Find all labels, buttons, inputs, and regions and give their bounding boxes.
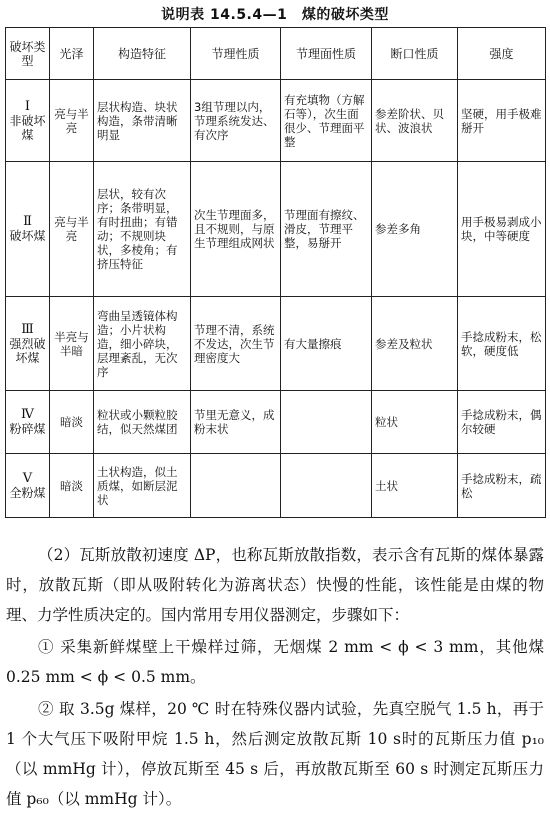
cell-joint: 节里无意义，成粉末状: [191, 391, 281, 454]
header-luster: 光泽: [50, 28, 94, 80]
type-name: 粉碎煤: [9, 422, 46, 436]
type-numeral: Ⅲ: [21, 321, 34, 337]
header-strength: 强度: [458, 28, 546, 80]
cell-luster: 亮与半亮: [50, 162, 94, 297]
cell-luster: 暗淡: [50, 454, 94, 518]
type-name: 破坏煤: [9, 229, 46, 243]
header-joint: 节理性质: [191, 28, 281, 80]
paragraph-step-2: ② 取 3.5g 煤样，20 ℃ 时在特殊仪器内试验，先真空脱气 1.5 h，再于 1 个大气压下吸附甲烷 1.5 h，然后测定放散瓦斯 10 s时的瓦斯压力值 p₁₀（以 mmHg 计），停放瓦斯至 45 s 后，再放散瓦斯至 60 s 时测定瓦斯压力值 p₆₀（以 mmHg 计）。: [6, 700, 544, 808]
cell-joint: [191, 454, 281, 518]
cell-structure: 粒状或小颗粒胶结，似天然煤团: [94, 391, 191, 454]
cell-strength: 坚硬，用手极难掰开: [458, 80, 546, 162]
cell-joint: 节理不清，系统不发达，次生节理密度大: [191, 297, 281, 391]
paragraph-step-1: ① 采集新鲜煤壁上干燥样过筛，无烟煤 2 mm < ϕ < 3 mm，其他煤 0.25 mm < ϕ < 0.5 mm。: [6, 638, 544, 686]
cell-fracture: 参差及粒状: [372, 297, 458, 391]
type-name: 全粉煤: [9, 485, 46, 500]
cell-joint: 次生节理面多，且不规则，与原生节理组成网状: [191, 162, 281, 297]
cell-strength: 手捻成粉末，松软，硬度低: [458, 297, 546, 391]
type-numeral: Ⅴ: [22, 470, 33, 486]
cell-joint-face: 有充填物（方解石等），次生面很少、节理面平整: [281, 80, 372, 162]
table-row: [6, 391, 546, 454]
paragraph-gas-emission-rate: （2）瓦斯放散初速度 ΔP，也称瓦斯放散指数，表示含有瓦斯的煤体暴露时，放散瓦斯（即从吸附转化为游离状态）快慢的性能，该性能是由煤的物理、力学性质决定的。国内常用专用仪器测定，步骤如下：: [6, 546, 544, 624]
cell-joint-face: 节理面有擦纹、滑皮，节理平整，易掰开: [281, 162, 372, 297]
cell-type: [6, 391, 50, 454]
cell-fracture: 参差多角: [372, 162, 458, 297]
type-numeral: Ⅱ: [23, 214, 32, 229]
cell-structure: 层状构造、块状构造，条带清晰明显: [94, 80, 191, 162]
cell-strength: 手捻成粉末，疏松: [458, 454, 546, 518]
cell-joint-face: [281, 391, 372, 454]
type-numeral: Ⅳ: [21, 407, 34, 422]
header-structure: 构造特征: [94, 28, 191, 80]
cell-strength: 用手极易剥成小块，中等硬度: [458, 162, 546, 297]
table-row: [6, 162, 546, 297]
cell-luster: 亮与半亮: [50, 80, 94, 162]
cell-structure: 层状，较有次序；条带明显，有时扭曲；有错动；不规则块状，多棱角；有挤压特征: [94, 162, 191, 297]
cell-joint-face: 有大量擦痕: [281, 297, 372, 391]
cell-fracture: 土状: [372, 454, 458, 518]
cell-luster: 暗淡: [50, 391, 94, 454]
header-type: 破坏类型: [6, 28, 50, 80]
table-row: [6, 297, 546, 391]
header-joint-face: 节理面性质: [281, 28, 372, 80]
cell-type: [6, 162, 50, 297]
cell-structure: 土状构造，似土质煤，如断层泥状: [94, 454, 191, 518]
cell-strength: 手捻成粉末，偶尔较硬: [458, 391, 546, 454]
coal-damage-table: [5, 27, 546, 518]
table-row: [6, 80, 546, 162]
type-numeral: Ⅰ: [24, 98, 31, 114]
table-header-row: [6, 28, 546, 80]
cell-luster: 半亮与半暗: [50, 297, 94, 391]
cell-joint-face: [281, 454, 372, 518]
type-name: 强烈破坏煤: [9, 336, 46, 365]
cell-structure: 弯曲呈透镜体构造；小片状构造，细小碎块，层理紊乱，无次序: [94, 297, 191, 391]
cell-fracture: 粒状: [372, 391, 458, 454]
cell-type: [6, 297, 50, 391]
cell-fracture: 参差阶状、贝状、波浪状: [372, 80, 458, 162]
cell-type: [6, 80, 50, 162]
cell-joint: 3组节理以内，节理系统发达、有次序: [191, 80, 281, 162]
table-row: [6, 454, 546, 518]
table-caption: 说明表 14.5.4—1 煤的破坏类型: [161, 7, 389, 23]
type-name: 非破坏煤: [9, 113, 46, 142]
cell-type: [6, 454, 50, 518]
header-fracture: 断口性质: [372, 28, 458, 80]
